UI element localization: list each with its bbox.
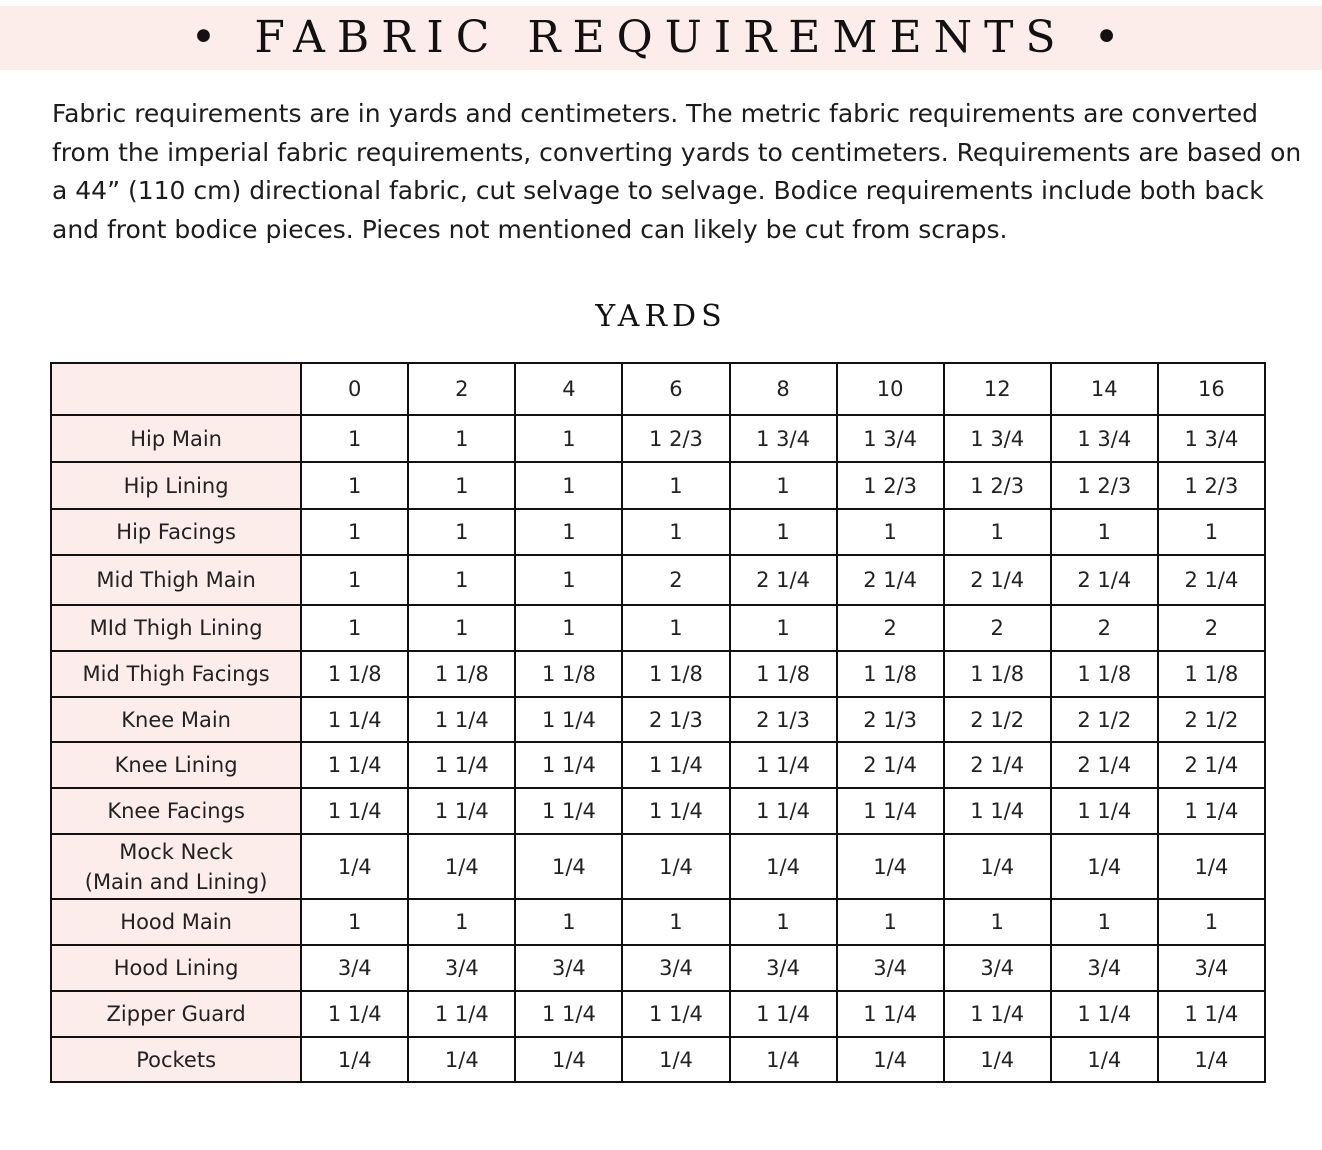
yardage-cell: 1 [944, 509, 1051, 555]
yardage-cell: 1 [515, 509, 622, 555]
yardage-cell: 3/4 [622, 945, 729, 991]
yardage-cell: 1 [301, 555, 408, 605]
yardage-cell: 1/4 [730, 1037, 837, 1082]
yardage-cell: 2 1/4 [837, 742, 944, 788]
yardage-cell: 1/4 [301, 834, 408, 899]
yardage-cell: 1 [944, 899, 1051, 945]
row-label [51, 788, 301, 834]
yardage-cell: 2 1/4 [1158, 742, 1265, 788]
table-row [51, 742, 1265, 788]
yardage-cell: 1 [515, 899, 622, 945]
yardage-cell: 1 1/8 [622, 651, 729, 697]
size-header: 0 [301, 363, 408, 415]
yardage-cell: 1 1/8 [837, 651, 944, 697]
yardage-cell: 1 1/4 [1158, 991, 1265, 1037]
yardage-cell: 1 [408, 509, 515, 555]
yardage-cell: 2 1/4 [730, 555, 837, 605]
yardage-cell: 1/4 [515, 1037, 622, 1082]
yardage-cell: 1 [408, 899, 515, 945]
yardage-cell: 1 1/4 [730, 742, 837, 788]
yardage-cell: 1 [622, 462, 729, 509]
row-label [51, 991, 301, 1037]
row-label [51, 1037, 301, 1082]
row-label-text: Hood Lining [113, 956, 239, 980]
yardage-cell: 1 1/4 [622, 788, 729, 834]
yardage-cell: 1 1/4 [944, 991, 1051, 1037]
yardage-cell: 1 [301, 509, 408, 555]
row-label [51, 697, 301, 742]
table-row [51, 945, 1265, 991]
yardage-cell: 2 [944, 605, 1051, 651]
yardage-cell: 1 3/4 [1051, 415, 1158, 462]
table-row [51, 651, 1265, 697]
yardage-cell: 1/4 [408, 1037, 515, 1082]
row-label-text: Mock Neck [119, 839, 233, 864]
table-row [51, 509, 1265, 555]
row-label-text: Knee Lining [114, 753, 238, 777]
yardage-cell: 1 3/4 [944, 415, 1051, 462]
row-label [51, 509, 301, 555]
size-header: 16 [1158, 363, 1265, 415]
row-label-text: Hood Main [120, 910, 232, 934]
yardage-cell: 1 [515, 462, 622, 509]
yardage-cell: 1 [515, 555, 622, 605]
yardage-cell: 1 [622, 509, 729, 555]
row-label [51, 605, 301, 651]
yardage-cell: 1 [1051, 899, 1158, 945]
row-label-text: Knee Main [121, 707, 231, 732]
row-label-text: Mid Thigh Main [96, 568, 256, 592]
yardage-cell: 1 2/3 [1158, 462, 1265, 509]
yardage-cell: 2 1/4 [944, 555, 1051, 605]
row-label-text: Knee Facings [107, 799, 245, 823]
yardage-cell: 2 1/3 [837, 697, 944, 742]
row-label [51, 555, 301, 605]
yardage-cell: 1 [515, 605, 622, 651]
yardage-cell: 2 1/3 [622, 697, 729, 742]
size-header-row [51, 363, 1265, 415]
row-label [51, 742, 301, 788]
size-header: 2 [408, 363, 515, 415]
yardage-cell: 1 1/4 [301, 697, 408, 742]
table-row [51, 899, 1265, 945]
yardage-cell: 1 1/4 [1051, 991, 1158, 1037]
size-header: 4 [515, 363, 622, 415]
yardage-cell: 1 1/4 [515, 788, 622, 834]
yardage-cell: 2 1/4 [944, 742, 1051, 788]
yardage-cell: 1 3/4 [837, 415, 944, 462]
row-label [51, 834, 301, 899]
yardage-cell: 1 1/4 [408, 991, 515, 1037]
yardage-cell: 1 [837, 509, 944, 555]
yardage-cell: 3/4 [408, 945, 515, 991]
table-row [51, 697, 1265, 742]
yardage-cell: 1 [730, 462, 837, 509]
row-label-subtext: (Main and Lining) [84, 869, 268, 894]
yardage-cell: 1 1/4 [1158, 788, 1265, 834]
yardage-cell: 1/4 [622, 834, 729, 899]
yardage-cell: 1 [622, 605, 729, 651]
yardage-cell: 1 2/3 [944, 462, 1051, 509]
yardage-cell: 2 1/4 [1051, 555, 1158, 605]
yardage-cell: 1 [408, 555, 515, 605]
size-header: 8 [730, 363, 837, 415]
yardage-cell: 1 [515, 415, 622, 462]
yardage-cell: 1 1/8 [515, 651, 622, 697]
yardage-cell: 1 [408, 605, 515, 651]
yardage-cell: 2 1/4 [1158, 555, 1265, 605]
yardage-cell: 1 1/4 [837, 991, 944, 1037]
yardage-cell: 1 [622, 899, 729, 945]
yardage-cell: 1/4 [515, 834, 622, 899]
size-header: 14 [1051, 363, 1158, 415]
yardage-cell: 1 1/8 [944, 651, 1051, 697]
yardage-cell: 1 [730, 899, 837, 945]
yardage-cell: 1 3/4 [730, 415, 837, 462]
yardage-cell: 1 [730, 605, 837, 651]
yardage-cell: 1/4 [1158, 1037, 1265, 1082]
yardage-cell: 1/4 [1051, 834, 1158, 899]
yardage-cell: 2 1/3 [730, 697, 837, 742]
size-header: 12 [944, 363, 1051, 415]
row-label-text: Zipper Guard [106, 1002, 246, 1026]
size-header: 6 [622, 363, 729, 415]
yardage-cell: 1 [301, 462, 408, 509]
yardage-cell: 2 1/4 [837, 555, 944, 605]
row-label-text: Mid Thigh Facings [82, 662, 270, 686]
row-label-text: Hip Facings [116, 520, 236, 544]
yardage-cell: 1 1/4 [408, 788, 515, 834]
yardage-cell: 1 [301, 605, 408, 651]
yardage-cell: 1 1/4 [515, 697, 622, 742]
yardage-cell: 1 [837, 899, 944, 945]
table-row [51, 605, 1265, 651]
yardage-cell: 1 1/4 [515, 742, 622, 788]
row-label-text: Pockets [136, 1047, 217, 1072]
row-label-text: Hip Lining [123, 473, 229, 498]
yardage-cell: 1 [408, 462, 515, 509]
yardage-cell: 2 1/4 [1051, 742, 1158, 788]
yardage-cell: 3/4 [301, 945, 408, 991]
yardage-cell: 2 [837, 605, 944, 651]
table-row [51, 788, 1265, 834]
yardage-cell: 2 [1158, 605, 1265, 651]
yardage-cell: 1 1/4 [301, 991, 408, 1037]
table-row [51, 555, 1265, 605]
row-label [51, 899, 301, 945]
yardage-cell: 1 1/8 [1158, 651, 1265, 697]
yardage-cell: 1 1/8 [730, 651, 837, 697]
yardage-cell: 3/4 [1158, 945, 1265, 991]
yardage-cell: 1 [1158, 509, 1265, 555]
row-label [51, 651, 301, 697]
page-title: • FABRIC REQUIREMENTS • [190, 12, 1132, 63]
yardage-cell: 3/4 [730, 945, 837, 991]
yardage-cell: 1 [301, 415, 408, 462]
yardage-cell: 1 2/3 [622, 415, 729, 462]
yardage-cell: 1/4 [837, 1037, 944, 1082]
table-row [51, 462, 1265, 509]
fabric-requirements-table [50, 362, 1266, 1083]
yardage-cell: 1/4 [837, 834, 944, 899]
yardage-cell: 1/4 [944, 834, 1051, 899]
yardage-cell: 1 2/3 [837, 462, 944, 509]
table-row [51, 415, 1265, 462]
yardage-cell: 1/4 [301, 1037, 408, 1082]
yardage-cell: 2 [622, 555, 729, 605]
table-heading: YARDS [595, 299, 727, 334]
yardage-cell: 1/4 [1051, 1037, 1158, 1082]
yardage-cell: 1 1/8 [301, 651, 408, 697]
yardage-cell: 1 1/4 [944, 788, 1051, 834]
table-row [51, 1037, 1265, 1082]
row-label [51, 462, 301, 509]
yardage-cell: 1 1/4 [1051, 788, 1158, 834]
row-label [51, 415, 301, 462]
table-row [51, 991, 1265, 1037]
yardage-cell: 1 1/8 [408, 651, 515, 697]
yardage-cell: 1 3/4 [1158, 415, 1265, 462]
yardage-cell: 3/4 [515, 945, 622, 991]
yardage-cell: 1 1/4 [622, 742, 729, 788]
yardage-cell: 1/4 [1158, 834, 1265, 899]
yardage-cell: 1 1/4 [408, 697, 515, 742]
yardage-cell: 1 [408, 415, 515, 462]
yardage-cell: 1 1/4 [301, 742, 408, 788]
yardage-cell: 1 1/4 [837, 788, 944, 834]
yardage-cell: 2 1/2 [1158, 697, 1265, 742]
yardage-cell: 3/4 [837, 945, 944, 991]
yardage-cell: 1 [301, 899, 408, 945]
yardage-cell: 1/4 [408, 834, 515, 899]
yardage-cell: 1/4 [730, 834, 837, 899]
yardage-cell: 1 [730, 509, 837, 555]
yardage-cell: 1 [1051, 509, 1158, 555]
size-header: 10 [837, 363, 944, 415]
yardage-cell: 1/4 [622, 1037, 729, 1082]
yardage-cell: 1 1/4 [622, 991, 729, 1037]
table-body [51, 415, 1265, 1082]
yardage-cell: 1 1/4 [515, 991, 622, 1037]
yardage-cell: 2 [1051, 605, 1158, 651]
yardage-cell: 1 1/4 [408, 742, 515, 788]
row-label [51, 945, 301, 991]
title-band [0, 6, 1322, 70]
yardage-cell: 1 [1158, 899, 1265, 945]
intro-paragraph: Fabric requirements are in yards and centimeters. The metric fabric requirements are converted from the imperial fabric requirements, converting yards to centimeters. Requirements are based on a 44” (110 cm) directional fabric, cut selvage to selvage. Bodice requirements include both back and front bodice pieces. Pieces not mentioned can likely be cut from scraps. [52, 99, 1302, 244]
yardage-cell: 3/4 [944, 945, 1051, 991]
yardage-cell: 1 1/4 [730, 991, 837, 1037]
yardage-cell: 3/4 [1051, 945, 1158, 991]
yardage-cell: 1 2/3 [1051, 462, 1158, 509]
yardage-cell: 1/4 [944, 1037, 1051, 1082]
yardage-cell: 1 1/4 [301, 788, 408, 834]
corner-cell [51, 363, 301, 415]
row-label-text: Hip Main [130, 426, 222, 451]
yardage-cell: 1 1/4 [730, 788, 837, 834]
yardage-cell: 1 1/8 [1051, 651, 1158, 697]
table-row [51, 834, 1265, 899]
row-label-text: MId Thigh Lining [89, 616, 263, 640]
yardage-cell: 2 1/2 [1051, 697, 1158, 742]
yardage-cell: 2 1/2 [944, 697, 1051, 742]
